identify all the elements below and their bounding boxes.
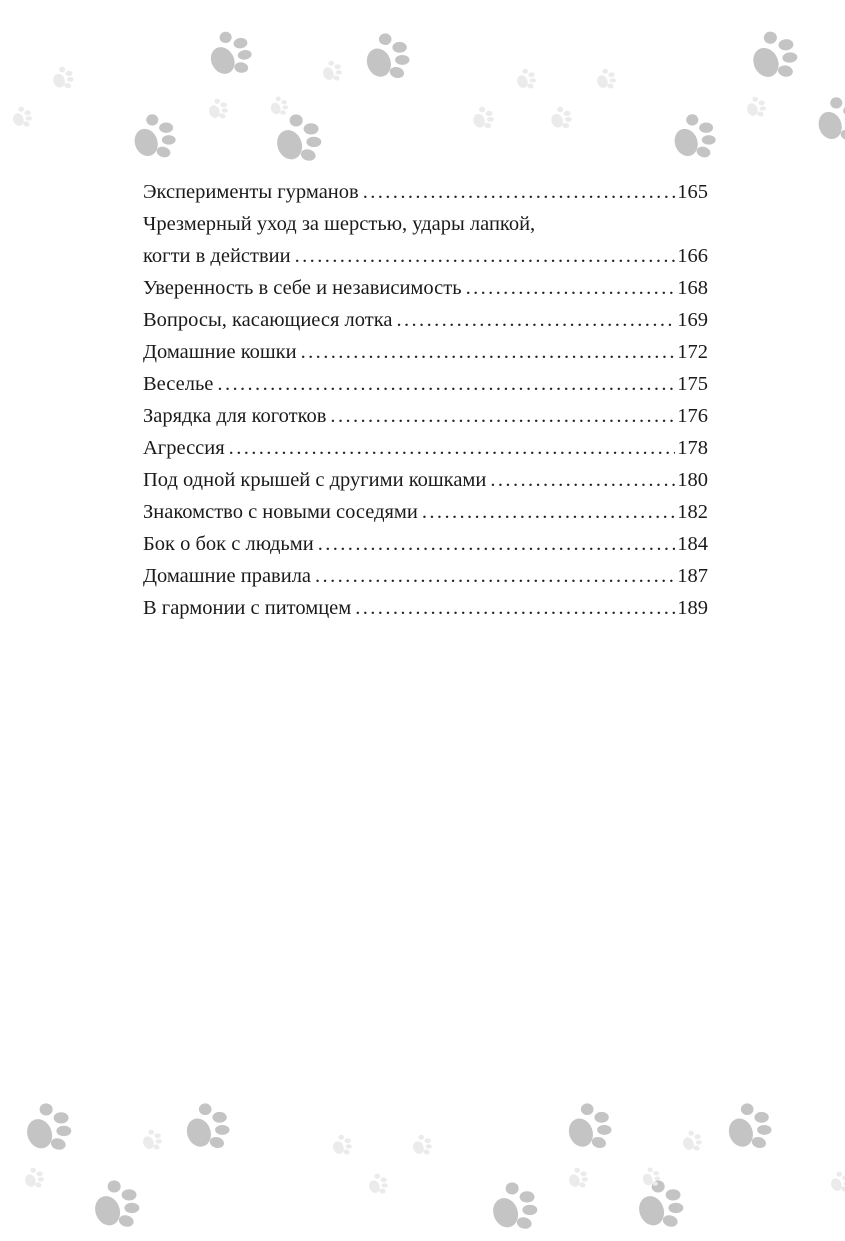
toc-leader-dots bbox=[229, 432, 676, 464]
toc-entry-page: 176 bbox=[677, 405, 708, 427]
toc-entry-page: 168 bbox=[677, 277, 708, 299]
table-of-contents bbox=[143, 176, 708, 624]
toc-entry bbox=[143, 560, 708, 592]
toc-entry bbox=[143, 272, 708, 304]
toc-leader-dots bbox=[355, 592, 675, 624]
paw-print-icon bbox=[88, 1179, 144, 1235]
paw-print-icon bbox=[180, 1102, 234, 1156]
paw-print-icon bbox=[201, 27, 260, 86]
paw-print-icon bbox=[22, 1167, 46, 1191]
toc-entry-page: 184 bbox=[677, 533, 708, 555]
toc-entry-title: когти в действии bbox=[143, 245, 291, 267]
toc-entry-page: 189 bbox=[677, 597, 708, 619]
paw-print-icon bbox=[20, 1102, 76, 1158]
paw-print-icon bbox=[140, 1129, 164, 1153]
top-paw-decoration bbox=[0, 0, 845, 170]
toc-entry-title: Домашние правила bbox=[143, 565, 312, 587]
paw-print-icon bbox=[640, 1167, 662, 1189]
paw-print-icon bbox=[548, 106, 574, 132]
toc-entry-title: Уверенность в себе и независимость bbox=[143, 277, 462, 299]
paw-print-icon bbox=[668, 113, 720, 165]
toc-entry bbox=[143, 368, 708, 400]
toc-entry-page: 175 bbox=[677, 373, 708, 395]
paw-print-icon bbox=[268, 96, 290, 118]
toc-entry bbox=[143, 464, 708, 496]
toc-entry bbox=[143, 400, 708, 432]
paw-print-icon bbox=[10, 106, 34, 130]
toc-entry-page: 182 bbox=[677, 501, 708, 523]
toc-leader-dots bbox=[422, 496, 675, 528]
toc-leader-dots bbox=[396, 304, 675, 336]
toc-entry bbox=[143, 336, 708, 368]
toc-entry-title: Под одной крышей с другими кошками bbox=[143, 469, 487, 491]
paw-print-icon bbox=[128, 113, 180, 165]
paw-print-icon bbox=[562, 1102, 616, 1156]
toc-entry bbox=[143, 304, 708, 336]
paw-print-icon bbox=[366, 1173, 390, 1197]
toc-entry bbox=[143, 496, 708, 528]
paw-print-icon bbox=[828, 1171, 845, 1195]
toc-entry-title-line1: Чрезмерный уход за шерстью, удары лапкой, bbox=[143, 213, 536, 235]
toc-entry-first-line bbox=[143, 208, 708, 240]
toc-entry-title: Домашние кошки bbox=[143, 341, 297, 363]
paw-print-icon bbox=[330, 1134, 354, 1158]
toc-entry-title: Веселье bbox=[143, 373, 214, 395]
paw-print-icon bbox=[360, 32, 414, 86]
bottom-paw-decoration bbox=[0, 1085, 845, 1241]
toc-leader-dots bbox=[466, 272, 676, 304]
paw-print-icon bbox=[566, 1167, 590, 1191]
paw-print-icon bbox=[320, 60, 344, 84]
toc-entry-page: 180 bbox=[677, 469, 708, 491]
toc-entry-title: Зарядка для коготков bbox=[143, 405, 327, 427]
toc-leader-dots bbox=[295, 240, 676, 272]
paw-print-icon bbox=[470, 106, 496, 132]
paw-print-icon bbox=[744, 28, 805, 89]
toc-leader-dots bbox=[318, 528, 676, 560]
paw-print-icon bbox=[680, 1130, 704, 1154]
toc-leader-dots bbox=[217, 368, 675, 400]
toc-entry bbox=[143, 528, 708, 560]
toc-entry-title: Знакомство с новыми соседями bbox=[143, 501, 418, 523]
toc-leader-dots bbox=[315, 560, 675, 592]
toc-leader-dots bbox=[490, 464, 675, 496]
toc-entry bbox=[143, 592, 708, 624]
toc-entry-page: 169 bbox=[677, 309, 708, 331]
toc-entry bbox=[143, 240, 708, 272]
paw-print-icon bbox=[50, 66, 76, 92]
toc-entry-page: 178 bbox=[677, 437, 708, 459]
paw-print-icon bbox=[722, 1102, 776, 1156]
toc-leader-dots bbox=[301, 336, 676, 368]
paw-print-icon bbox=[744, 96, 768, 120]
toc-entry bbox=[143, 432, 708, 464]
toc-leader-dots bbox=[363, 176, 676, 208]
toc-entry-title: Эксперименты гурманов bbox=[143, 181, 359, 203]
toc-entry bbox=[143, 176, 708, 208]
toc-entry-page: 166 bbox=[677, 245, 708, 267]
toc-leader-dots bbox=[330, 400, 675, 432]
paw-print-icon bbox=[514, 68, 538, 92]
toc-entry-title: Агрессия bbox=[143, 437, 225, 459]
paw-print-icon bbox=[270, 113, 326, 169]
toc-entry-page: 165 bbox=[677, 181, 708, 203]
paw-print-icon bbox=[632, 1179, 688, 1235]
toc-entry-title: В гармонии с питомцем bbox=[143, 597, 352, 619]
toc-entry-page: 187 bbox=[677, 565, 708, 587]
paw-print-icon bbox=[206, 98, 230, 122]
paw-print-icon bbox=[486, 1181, 542, 1237]
toc-entry-title: Бок о бок с людьми bbox=[143, 533, 314, 555]
toc-entry-page: 172 bbox=[677, 341, 708, 363]
paw-print-icon bbox=[410, 1134, 434, 1158]
paw-print-icon bbox=[812, 96, 845, 148]
toc-entry-title: Вопросы, касающиеся лотка bbox=[143, 309, 393, 331]
paw-print-icon bbox=[594, 68, 618, 92]
